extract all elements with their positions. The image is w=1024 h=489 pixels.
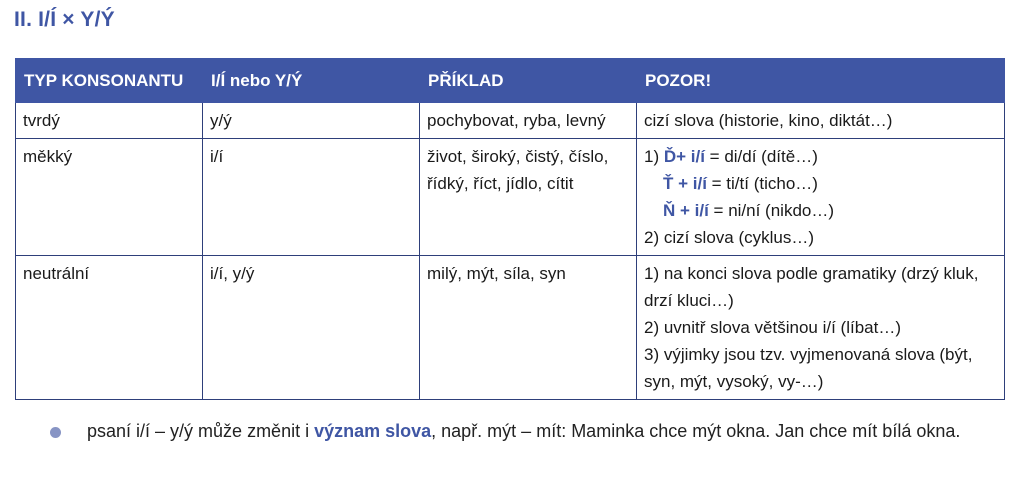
header-caution: POZOR! xyxy=(637,59,1005,103)
table-header-row xyxy=(16,59,1005,103)
bullet-dot-icon xyxy=(50,427,61,438)
cell-examples xyxy=(420,103,637,139)
note-line: drzí kluci…) xyxy=(644,291,734,310)
table-row xyxy=(16,256,1005,400)
header-example: PŘÍKLAD xyxy=(420,59,637,103)
cell-note xyxy=(637,256,1005,400)
note-line: 2) cizí slova (cyklus…) xyxy=(644,228,815,247)
cell-examples xyxy=(420,256,637,400)
cell-type: neutrální xyxy=(16,256,203,400)
table-row xyxy=(16,103,1005,139)
cell-examples xyxy=(420,139,637,256)
cell-letters: i/í xyxy=(203,139,420,256)
cell-type: tvrdý xyxy=(16,103,203,139)
cell-type: měkký xyxy=(16,139,203,256)
bullet-text-after: , např. mýt – mít: Maminka chce mýt okna. Jan chce mít bílá okna. xyxy=(431,421,961,441)
consonant-table xyxy=(15,58,1005,400)
cell-letters: y/ý xyxy=(203,103,420,139)
header-consonant-type: TYP KONSONANTU xyxy=(16,59,203,103)
rule-rest: = di/dí (dítě…) xyxy=(704,147,818,166)
rule-prefix: 1) xyxy=(644,147,664,166)
bullet-text-before: psaní i/í – y/ý může změnit i xyxy=(87,421,315,441)
example-line: řídký, říct, jídlo, cítit xyxy=(427,174,574,193)
cell-note xyxy=(637,139,1005,256)
rule-key: Ď+ i/í xyxy=(663,147,705,166)
rule-key: Ť + i/í xyxy=(663,174,707,193)
example-line: pochybovat, ryba, levný xyxy=(427,111,606,130)
cell-letters: i/í, y/ý xyxy=(203,256,420,400)
note-line: cizí slova (historie, kino, diktát…) xyxy=(644,111,893,130)
header-letters: I/Í nebo Y/Ý xyxy=(203,59,420,103)
rule-line xyxy=(644,197,997,224)
bullet-text xyxy=(87,418,1010,445)
table-row xyxy=(16,139,1005,256)
note-line: syn, mýt, vysoký, vy-…) xyxy=(644,372,824,391)
cell-note xyxy=(637,103,1005,139)
example-line: život, široký, čistý, číslo, xyxy=(427,147,609,166)
bullet-note xyxy=(50,418,1010,445)
example-line: milý, mýt, síla, syn xyxy=(427,264,566,283)
rule-rest: = ni/ní (nikdo…) xyxy=(708,201,835,220)
rule-key: Ň + i/í xyxy=(663,201,709,220)
rule-line xyxy=(644,143,997,170)
note-line: 3) výjimky jsou tzv. vyjmenovaná slova (být, xyxy=(644,345,973,364)
rule-line xyxy=(644,170,997,197)
rule-rest: = ti/tí (ticho…) xyxy=(706,174,818,193)
note-line: 1) na konci slova podle gramatiky (drzý kluk, xyxy=(644,264,979,283)
bullet-emphasis: význam slova xyxy=(314,421,432,441)
note-line: 2) uvnitř slova většinou i/í (líbat…) xyxy=(644,318,901,337)
section-title: II. I/Í × Y/Ý xyxy=(14,8,115,31)
